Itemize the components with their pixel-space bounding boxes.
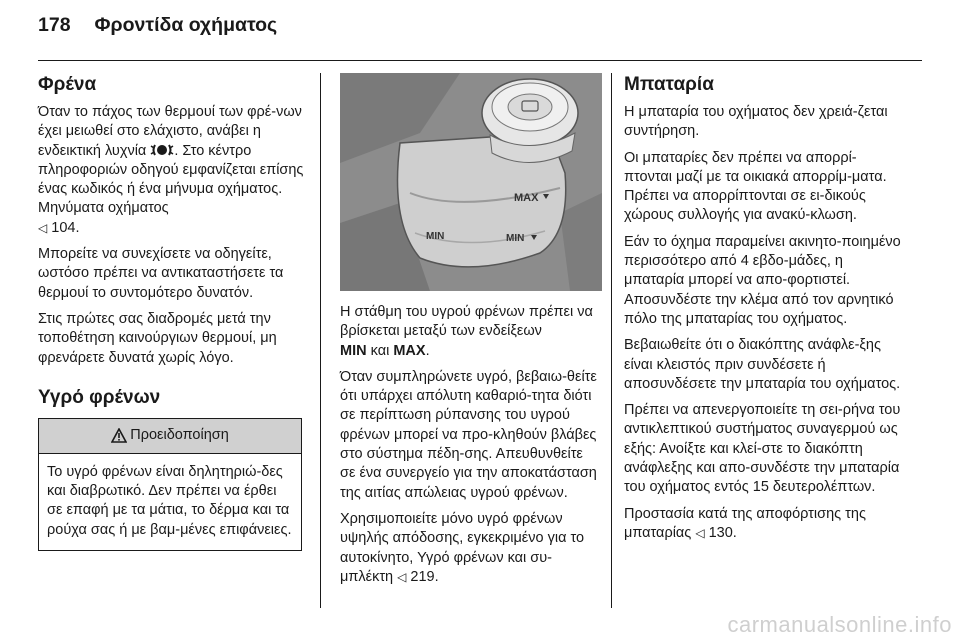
min-mark-label-left: MIN [426, 231, 445, 242]
warning-header [39, 419, 301, 454]
brakes-heading: Φρένα [38, 74, 97, 95]
warning-title: Προειδοποίηση [130, 427, 229, 444]
warning-box [38, 418, 302, 551]
column-brake-fluid [340, 73, 602, 594]
brakes-paragraph-1: Όταν το πάχος των θερμουί των φρέ-νων έχει μειωθεί στο ελάχιστο, ανάβει η ενδεικτική λυχνία . Στο κέντρο πληροφοριών οδηγού εμφανίζεται επίσης ένας κωδικός ή ένα μήνυμα οχήματος. Μηνύματα οχήματος ◁ 104. [38, 104, 304, 236]
brake-fluid-reservoir-illustration [340, 73, 602, 291]
brakes-paragraph-3: Στις πρώτες σας διαδρομές μετά την τοποθέτηση καινούργιων θερμουί, μη φρενάρετε δυνατά χωρίς λόγο. [38, 310, 277, 366]
page-number: 178 [38, 14, 71, 36]
brake-warning-lamp-icon [150, 143, 174, 157]
battery-paragraph-4: Βεβαιωθείτε ότι ο διακόπτης ανάφλε-ξης είναι κλειστός πριν συνδέσετε ή αποσυνδέσετε την μπαταρία του οχήματος. [624, 337, 901, 392]
page-ref-arrow-icon: ◁ [38, 220, 48, 235]
page-ref-link[interactable]: 130. [708, 524, 737, 541]
battery-paragraph-5: Πρέπει να απενεργοποιείτε τη σει-ρήνα του αντικλεπτικού συστήματος συναγερμού ως εξής: Ανοίξτε και κλεί-στε το διακόπτη ανάφλεξης και απο-συνδέστε την μπαταρία του οχήματος εντός 15 δευτερολέπτων. [624, 402, 901, 496]
page-ref-arrow-icon: ◁ [695, 525, 705, 540]
min-mark-label-right: MIN [506, 233, 525, 244]
battery-paragraph-3: Εάν το όχημα παραμείνει ακινητο-ποιημένο περισσότερο από 4 εβδο-μάδες, η μπαταρία μπορεί να απο-φορτιστεί. Αποσυνδέστε την κλέμα από τον αρνητικό πόλο της μπαταρίας του οχήματος. [624, 233, 901, 327]
battery-paragraph-6: Προστασία κατά της αποφόρτισης της μπαταρίας ◁ 130. [624, 505, 866, 541]
reservoir-caption: Η στάθμη του υγρού φρένων πρέπει να βρίσκεται μεταξύ των ενδείξεων MIN και MAX. [340, 304, 593, 359]
column-divider-right [611, 73, 612, 608]
reservoir-drawing [340, 73, 602, 291]
header-rule [38, 60, 922, 61]
page-ref-arrow-icon: ◁ [397, 569, 407, 584]
brake-fluid-heading: Υγρό φρένων [38, 386, 161, 408]
watermark: carmanualsonline.info [727, 612, 952, 637]
brake-fluid-paragraph-3: Χρησιμοποιείτε μόνο υγρό φρένων υψηλής απόδοσης, εγκεκριμένο για το αυτοκίνητο, Υγρό φρένων και συ-μπλέκτη ◁ 219. [340, 510, 585, 585]
battery-paragraph-2: Οι μπαταρίες δεν πρέπει να απορρί-πτονται μαζί με τα οικιακά απορρίμ-ματα. Πρέπει να απορρίπτονται σε ει-δικούς χώρους συλλογής για ανακύ-κλωση. [624, 149, 887, 224]
battery-heading: Μπαταρία [624, 74, 714, 95]
page-ref-link[interactable]: 219. [410, 568, 439, 585]
column-battery [624, 73, 904, 550]
warning-text: Το υγρό φρένων είναι δηλητηριώ-δες και διαβρωτικό. Δεν πρέπει να έρθει σε επαφή με τα μάτια, το δέρμα και τα ρούχα σας ή με βαμ-μένες επιφάνειες. [47, 463, 292, 538]
brake-fluid-paragraph-2: Όταν συμπληρώνετε υγρό, βεβαιω-θείτε ότι υπάρχει απόλυτη καθαριό-τητα διότι σε περίπτωση ρύπανσης του υγρού φρένων μπορεί να προ-κληθούν βλάβες στο σύστημα πέδη-σης. Απευθυνθείτε σε ένα συνεργείο για την αποκατάσταση της αιτίας απώλειας υγρού φρένων. [340, 368, 597, 501]
page-ref-link[interactable]: 104. [51, 219, 80, 236]
column-brakes [38, 73, 306, 551]
chapter-title: Φροντίδα οχήματος [94, 14, 278, 36]
battery-paragraph-1: Η μπαταρία του οχήματος δεν χρειά-ζεται συντήρηση. [624, 104, 888, 140]
page-header [38, 14, 918, 54]
brakes-paragraph-2: Μπορείτε να συνεχίσετε να οδηγείτε, ωστόσο πρέπει να αντικαταστήσετε τα θερμουί το συντομότερο δυνατόν. [38, 246, 284, 301]
warning-triangle-icon [111, 428, 127, 443]
column-divider-left [320, 73, 321, 608]
max-mark-label: MAX [514, 192, 539, 204]
